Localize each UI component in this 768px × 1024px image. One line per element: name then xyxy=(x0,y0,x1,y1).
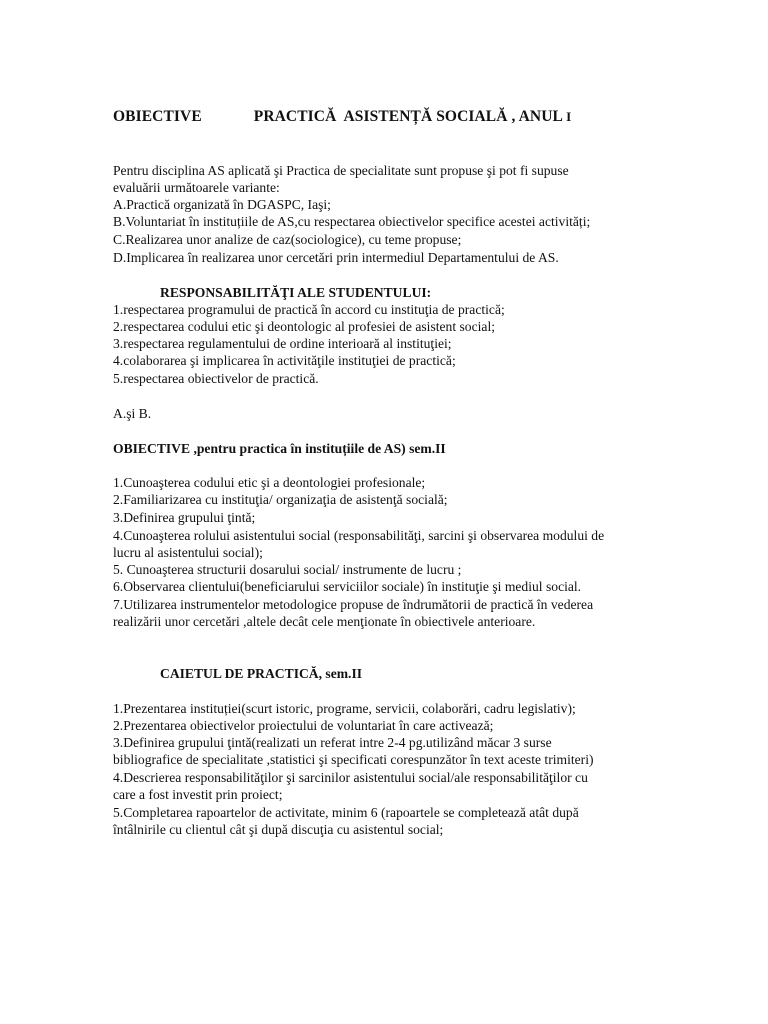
note: A.şi B. xyxy=(113,406,152,421)
objective-item: realizării unor cercetări ,altele decât cele menţionate în obiectivele anterioare. xyxy=(113,614,536,629)
responsibility-item: 3.respectarea regulamentului de ordine interioară al instituţiei; xyxy=(113,336,452,351)
objective-item: 6.Observarea clientului(beneficiarului serviciilor sociale) în instituţie şi mediul social. xyxy=(113,579,582,594)
workbook-item: bibliografice de specialitate ,statistici şi specificati corespunzător în text aceste trimiteri) xyxy=(113,752,594,767)
intro-line: evaluării următoarele variante: xyxy=(113,180,280,195)
workbook-item: 2.Prezentarea obiectivelor proiectului de voluntariat în care activează; xyxy=(113,718,494,733)
responsibilities-heading: RESPONSABILITĂŢI ALE STUDENTULUI: xyxy=(160,285,432,300)
responsibility-item: 2.respectarea codului etic şi deontologic al profesiei de asistent social; xyxy=(113,319,495,334)
title-year: I xyxy=(566,109,572,124)
objective-item: 1.Cunoaşterea codului etic şi a deontologiei profesionale; xyxy=(113,475,426,490)
workbook-item: 3.Definirea grupului ţintă(realizati un referat intre 2-4 pg.utilizând măcar 3 surse xyxy=(113,735,552,750)
title-left: OBIECTIVE xyxy=(113,108,202,125)
objectives-heading: OBIECTIVE ,pentru practica în instituțiile de AS) sem.II xyxy=(113,441,446,456)
workbook-heading: CAIETUL DE PRACTICĂ, sem.II xyxy=(160,666,363,681)
workbook-item: 1.Prezentarea instituției(scurt istoric, programe, servicii, colaborări, cadru legislativ); xyxy=(113,701,576,716)
intro-line: C.Realizarea unor analize de caz(sociologice), cu teme propuse; xyxy=(113,232,462,247)
workbook-item: 4.Descrierea responsabilităţilor şi sarcinilor asistentului social/ale responsabilităţilor cu xyxy=(113,770,588,785)
objective-item: 4.Cunoaşterea rolului asistentului social (responsabilităţi, sarcini şi observarea modului de xyxy=(113,528,605,543)
objective-item: 7.Utilizarea instrumentelor metodologice propuse de îndrumătorii de practică în vederea xyxy=(113,597,594,612)
workbook-item: 5.Completarea rapoartelor de activitate, minim 6 (rapoartele se completează atât după xyxy=(113,805,579,820)
responsibility-item: 5.respectarea obiectivelor de practică. xyxy=(113,371,319,386)
intro-line: D.Implicarea în realizarea unor cercetări prin intermediul Departamentului de AS. xyxy=(113,250,559,265)
intro-line: Pentru disciplina AS aplicată şi Practica de specialitate sunt propuse şi pot fi supuse xyxy=(113,163,569,178)
intro-line: B.Voluntariat în instituțiile de AS,cu respectarea obiectivelor specifice acestei activități; xyxy=(113,214,591,229)
objective-item: 2.Familiarizarea cu instituţia/ organizaţia de asistenţă socială; xyxy=(113,492,448,507)
objective-item: 3.Definirea grupului ţintă; xyxy=(113,510,256,525)
objective-item: 5. Cunoaşterea structurii dosarului social/ instrumente de lucru ; xyxy=(113,562,462,577)
responsibility-item: 4.colaborarea şi implicarea în activităţile instituţiei de practică; xyxy=(113,353,456,368)
objective-item: lucru al asistentului social); xyxy=(113,545,263,560)
responsibility-item: 1.respectarea programului de practică în accord cu instituţia de practică; xyxy=(113,302,505,317)
workbook-item: întâlnirile cu clientul cât şi după discuţia cu asistentul social; xyxy=(113,822,444,837)
intro-line: A.Practică organizată în DGASPC, Iaşi; xyxy=(113,197,331,212)
title-right: PRACTICĂ ASISTENȚĂ SOCIALĂ , ANUL xyxy=(253,108,563,125)
workbook-item: care a fost investit prin proiect; xyxy=(113,787,283,802)
document-title xyxy=(113,108,571,126)
